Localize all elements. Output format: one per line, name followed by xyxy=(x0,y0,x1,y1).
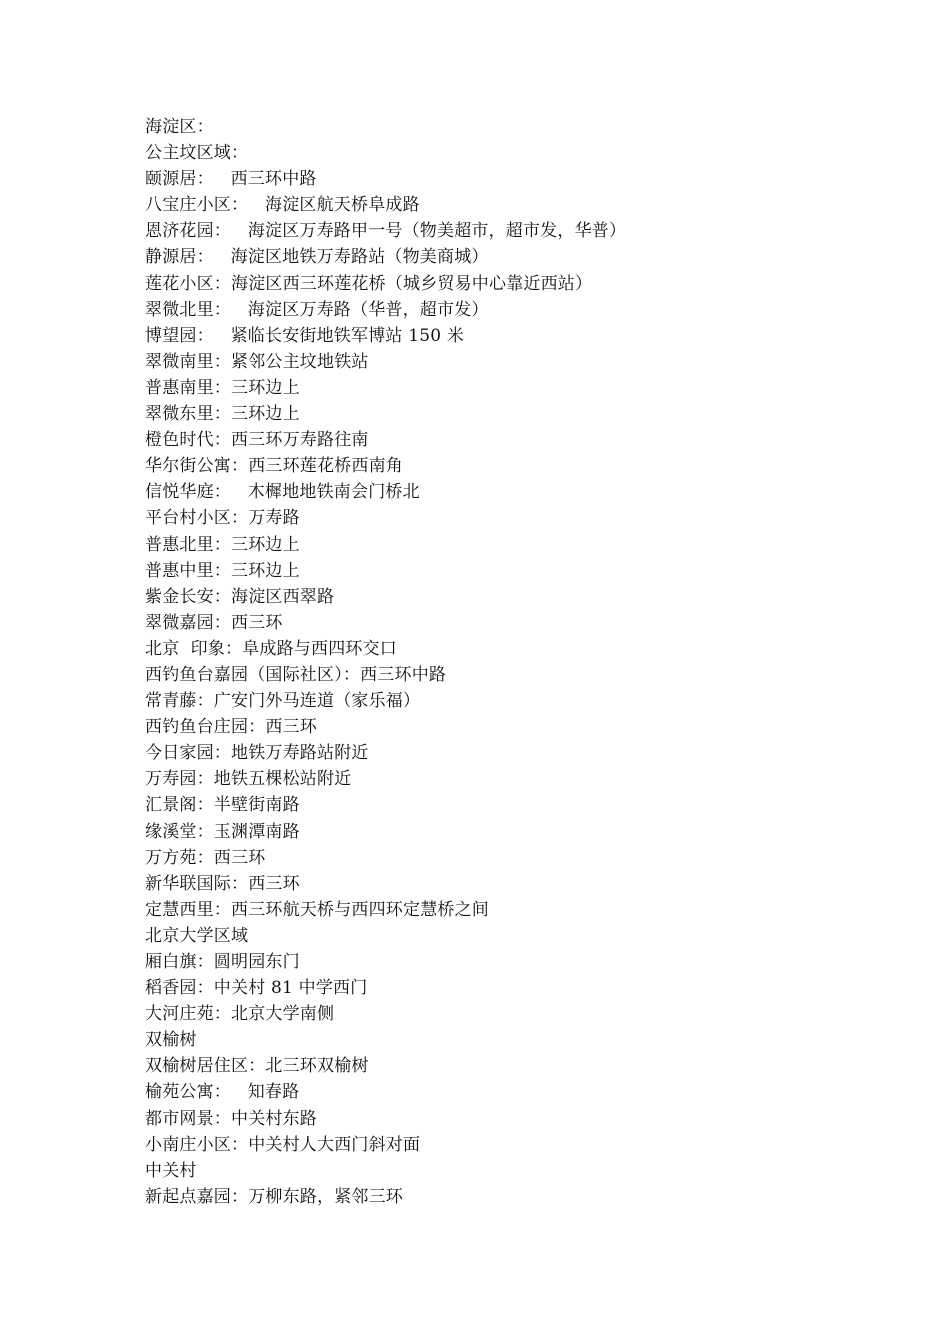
text-line: 信悦华庭： 木樨地地铁南会门桥北 xyxy=(145,482,420,503)
text-line: 翠微嘉园：西三环 xyxy=(145,612,283,633)
text-line: 紫金长安：海淀区西翠路 xyxy=(145,586,335,607)
text-line: 西钓鱼台嘉园（国际社区）：西三环中路 xyxy=(145,664,447,685)
text-line: 翠微北里： 海淀区万寿路（华普，超市发） xyxy=(145,299,489,320)
text-line: 小南庄小区：中关村人大西门斜对面 xyxy=(145,1134,421,1155)
text-line: 翠微南里：紧邻公主坟地铁站 xyxy=(145,351,369,372)
text-line: 今日家园：地铁万寿路站附近 xyxy=(145,743,369,764)
text-line: 汇景阁：半壁街南路 xyxy=(145,795,300,816)
text-line: 北京 印象：阜成路与西四环交口 xyxy=(145,638,398,659)
text-line: 恩济花园： 海淀区万寿路甲一号（物美超市，超市发，华普） xyxy=(145,221,627,242)
text-line: 普惠南里：三环边上 xyxy=(145,377,300,398)
text-line: 常青藤：广安门外马连道（家乐福） xyxy=(145,691,421,712)
text-line: 颐源居： 西三环中路 xyxy=(145,169,317,190)
text-line: 西钓鱼台庄园：西三环 xyxy=(145,717,317,738)
text-line: 平台村小区：万寿路 xyxy=(145,508,300,529)
text-line: 华尔街公寓：西三环莲花桥西南角 xyxy=(145,456,403,477)
text-line: 万寿园：地铁五棵松站附近 xyxy=(145,769,352,790)
text-line: 缘溪堂：玉渊潭南路 xyxy=(145,821,300,842)
text-line: 普惠北里：三环边上 xyxy=(145,534,300,555)
text-line: 橙色时代：西三环万寿路往南 xyxy=(145,430,369,451)
text-line: 新起点嘉园：万柳东路，紧邻三环 xyxy=(145,1186,403,1207)
text-line: 莲花小区：海淀区西三环莲花桥（城乡贸易中心靠近西站） xyxy=(145,273,593,294)
text-line: 翠微东里：三环边上 xyxy=(145,404,300,425)
text-line: 双榆树 xyxy=(145,1030,197,1051)
text-line: 稻香园：中关村 81 中学西门 xyxy=(145,978,368,999)
text-line: 北京大学区域 xyxy=(145,925,249,946)
text-line: 海淀区： xyxy=(145,117,214,137)
text-line: 都市网景：中关村东路 xyxy=(145,1108,317,1129)
text-line: 榆苑公寓： 知春路 xyxy=(145,1082,300,1103)
text-line: 大河庄苑：北京大学南侧 xyxy=(145,1004,335,1025)
text-line: 厢白旗：圆明园东门 xyxy=(145,952,300,972)
text-line: 静源居： 海淀区地铁万寿路站（物美商城） xyxy=(145,247,489,268)
text-line: 双榆树居住区：北三环双榆树 xyxy=(145,1056,369,1077)
text-line: 新华联国际：西三环 xyxy=(145,873,300,894)
text-line: 定慧西里：西三环航天桥与西四环定慧桥之间 xyxy=(145,899,489,920)
text-line: 中关村 xyxy=(145,1160,197,1181)
text-line: 博望园： 紧临长安街地铁军博站 150 米 xyxy=(145,325,465,346)
text-line: 公主坟区域： xyxy=(145,143,249,164)
text-line: 八宝庄小区： 海淀区航天桥阜成路 xyxy=(145,195,420,216)
document-text-block xyxy=(145,114,905,1210)
text-line: 万方苑：西三环 xyxy=(145,847,266,868)
text-line: 普惠中里：三环边上 xyxy=(145,560,300,581)
